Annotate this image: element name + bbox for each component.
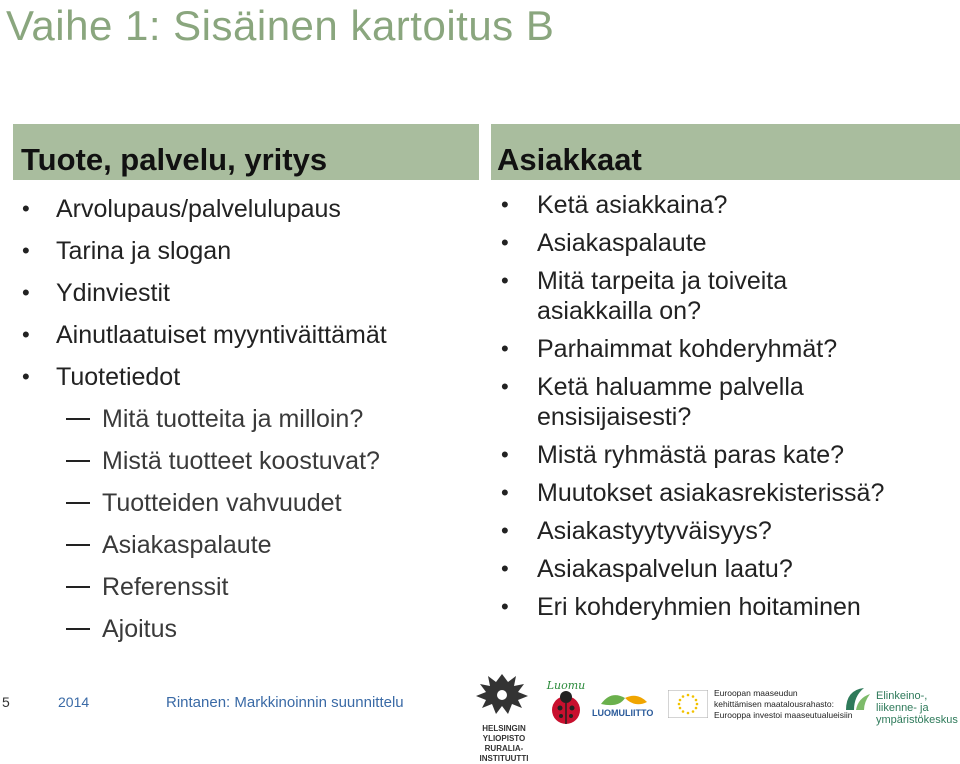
dash-icon — [66, 502, 90, 504]
footer-author: Rintanen: Markkinoinnin suunnittelu — [166, 694, 404, 711]
left-column-header: Tuote, palvelu, yritys — [13, 124, 479, 180]
list-item-text: Ydinviestit — [56, 279, 170, 307]
ely-text-line-1: Elinkeino-, liikenne- ja — [876, 690, 929, 714]
bullet-icon: • — [22, 238, 30, 263]
bullet-icon: • — [501, 556, 509, 581]
bullet-icon: • — [22, 364, 30, 389]
ely-centre-text — [876, 690, 960, 726]
right-column-header: Asiakkaat — [491, 124, 960, 180]
list-item-text: Muutokset asiakasrekisterissä? — [537, 479, 885, 507]
eu-text-line-3: Eurooppa investoi maaseutualueisiin — [714, 710, 853, 720]
list-item-text-line-2: ensisijaisesti? — [537, 403, 692, 431]
list-item — [501, 554, 956, 584]
eu-fund-text — [714, 688, 854, 721]
list-item-text: Tarina ja slogan — [56, 237, 232, 265]
sub-list-item — [22, 609, 472, 651]
bullet-icon: • — [501, 442, 509, 467]
list-item-text: Eri kohderyhmien hoitaminen — [537, 593, 861, 621]
list-item — [501, 334, 956, 364]
list-item-text: Ketä haluamme palvella — [537, 373, 804, 401]
list-item — [501, 190, 956, 220]
bullet-icon: • — [501, 336, 509, 361]
list-item — [501, 266, 956, 326]
list-item — [22, 357, 472, 399]
list-item-text: Mitä tuotteita ja milloin? — [102, 405, 364, 433]
footer-year: 2014 — [58, 694, 90, 710]
list-item-text-line-2: asiakkailla on? — [537, 297, 701, 325]
list-item-text: Asiakaspalaute — [537, 229, 707, 257]
list-item — [22, 189, 472, 231]
sub-list-item — [22, 525, 472, 567]
list-item-text: Referenssit — [102, 573, 229, 601]
list-item — [22, 273, 472, 315]
list-item — [501, 228, 956, 258]
page-number: 5 — [2, 694, 10, 710]
list-item — [501, 592, 956, 622]
list-item — [501, 372, 956, 432]
list-item — [22, 231, 472, 273]
bullet-icon: • — [501, 192, 509, 217]
list-item-text: Tuotteiden vahvuudet — [102, 489, 342, 517]
dash-icon — [66, 544, 90, 546]
bullet-icon: • — [501, 518, 509, 543]
sub-list-item — [22, 483, 472, 525]
bullet-icon: • — [501, 480, 509, 505]
list-item-text: Mitä tarpeita ja toiveita — [537, 267, 788, 295]
dash-icon — [66, 628, 90, 630]
list-item-text: Parhaimmat kohderyhmät? — [537, 335, 838, 363]
dash-icon — [66, 586, 90, 588]
bullet-icon: • — [22, 196, 30, 221]
list-item — [501, 478, 956, 508]
list-item-text: Arvolupaus/palvelulupaus — [56, 195, 341, 223]
ely-centre-logo — [842, 684, 872, 714]
luomu-ladybug-logo — [541, 680, 591, 730]
list-item-text: Asiakaspalvelun laatu? — [537, 555, 793, 583]
sub-list-item — [22, 441, 472, 483]
list-item-text: Mistä ryhmästä paras kate? — [537, 441, 845, 469]
bullet-icon: • — [501, 594, 509, 619]
list-item-text: Asiakaspalaute — [102, 531, 272, 559]
bullet-icon: • — [501, 230, 509, 255]
list-item-text: Ajoitus — [102, 615, 178, 643]
list-item-text: Asiakastyytyväisyys? — [537, 517, 772, 545]
bullet-icon: • — [501, 374, 509, 399]
bullet-icon: • — [22, 280, 30, 305]
bullet-icon: • — [501, 268, 509, 293]
eu-flag-logo — [668, 690, 708, 718]
bullet-icon: • — [22, 322, 30, 347]
list-item — [501, 516, 956, 546]
slide-title: Vaihe 1: Sisäinen kartoitus B — [6, 2, 555, 49]
eu-text-line-2: kehittämisen maatalousrahasto: — [714, 699, 835, 709]
list-item-text: Ainutlaatuiset myyntiväittämät — [56, 321, 387, 349]
hy-logo-text — [463, 724, 545, 764]
sub-list-item — [22, 399, 472, 441]
dash-icon — [66, 460, 90, 462]
list-item-text: Ketä asiakkaina? — [537, 191, 728, 219]
list-item — [22, 315, 472, 357]
left-bullet-list — [22, 189, 472, 651]
hy-text-line-2: RURALIA-INSTITUUTTI — [479, 744, 529, 763]
dash-icon — [66, 418, 90, 420]
list-item — [501, 440, 956, 470]
hy-text-line-1: HELSINGIN YLIOPISTO — [482, 724, 526, 743]
list-item-text: Tuotetiedot — [56, 363, 181, 391]
eu-text-line-1: Euroopan maaseudun — [714, 688, 798, 698]
ely-text-line-2: ympäristökeskus — [876, 714, 958, 726]
luomuliitto-text: LUOMULIITTO — [592, 708, 654, 718]
luomu-wordmark: Luomu — [546, 680, 586, 692]
list-item-text: Mistä tuotteet koostuvat? — [102, 447, 380, 475]
sub-list-item — [22, 567, 472, 609]
right-bullet-list — [501, 190, 956, 630]
